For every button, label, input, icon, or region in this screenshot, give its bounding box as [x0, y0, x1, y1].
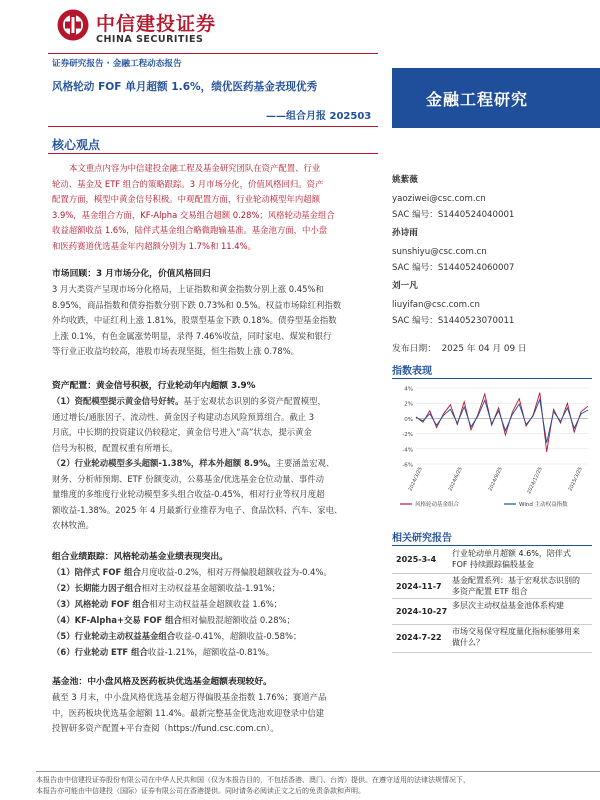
portfolio-item-text: 相对主动权益基金超额收益 1.6%；: [149, 599, 283, 609]
portfolio-item-text: 月度收益-0.2%，相对万得偏股超额收益为-0.4%。: [140, 567, 332, 577]
related-date: 2024-11-7: [396, 582, 442, 591]
asset-p2-line: 农林牧渔。: [52, 520, 94, 530]
portfolio-item: [52, 644, 380, 660]
analyst-email[interactable]: sunshiyu@csc.com.cn: [392, 247, 487, 257]
related-divider-line: [392, 573, 592, 574]
footer: [36, 775, 600, 797]
related-heading: 相关研究报告: [392, 533, 452, 544]
related-divider: [392, 545, 592, 546]
portfolio-item: [52, 580, 380, 596]
banner-title: 金融工程研究: [426, 90, 529, 109]
chart-series-line: [416, 393, 588, 452]
release-date: 发布日期： 2025 年 04 月 09 日: [392, 344, 527, 354]
pool-line: 截至 3 月末，中小盘风格优选基金超万得偏股基金指数 1.76%；赛道产品: [52, 692, 327, 702]
chart-y-tick-label: -6%: [402, 462, 413, 469]
related-divider-line: [392, 598, 592, 599]
asset-heading: 资产配置：黄金信号积极，行业轮动年内超额 3.9%: [52, 381, 256, 391]
related-title[interactable]: 行业轮动单月超额 4.6%，陪伴式 FOF 持续跟踪偏股基金: [452, 549, 571, 569]
chart-series-line: [416, 399, 588, 442]
asset-p1-first: [52, 394, 380, 410]
chart-legend-label: 风格轮动基金组合: [415, 502, 460, 508]
asset-p1-line: 信号为积极，配置权重有所增长。: [52, 442, 178, 453]
analyst-email[interactable]: yaoziwei@csc.com.cn: [392, 194, 486, 204]
market-line: 上涨 0.1%，有色金属涨势明显，录得 7.46%收益，同时家电、煤炭和银行: [52, 330, 332, 341]
related-divider-line: [392, 652, 592, 653]
portfolio-item-lead: （6）行业轮动 ETF 组合: [52, 647, 148, 657]
index-heading: 指数表现: [392, 366, 432, 377]
pool-heading: 基金池：中小盘风格及医药板块优选基金超额表现较好。: [52, 677, 272, 687]
market-section: [52, 266, 380, 360]
chart-x-tick-label: 2024/9/25: [487, 466, 504, 493]
asset-p1-line: 通过增长/通胀因子、流动性、黄金因子构建动态风险预算组合。截止 3: [52, 411, 315, 422]
related-date: 2025-3-4: [396, 555, 437, 564]
summary-line: 和医药赛道优选基金年内超额分别为 1.7%和 11.4%。: [52, 240, 256, 251]
analyst-sac: SAC 编号：S1440524040001: [392, 210, 515, 220]
asset-p1-lead: （1）资配模型提示黄金信号好转。: [52, 396, 184, 406]
analysts: [392, 172, 592, 329]
analyst-name: 姚紫薇: [392, 175, 418, 185]
chart-x-tick-label: 2025/3/25: [567, 466, 584, 493]
chart-y-tick-label: -2%: [402, 432, 413, 439]
market-line: 8.95%，商品指数和债券指数分别下跌 0.73%和 0.5%。权益市场除红利指数: [52, 299, 342, 310]
index-divider: [392, 378, 592, 379]
banner-underline: [48, 126, 378, 127]
chart-y-tick-label: -4%: [402, 447, 413, 454]
portfolio-heading: 组合业绩跟踪：风格轮动基金业绩表现突出。: [52, 552, 228, 562]
report-title: 风格轮动 FOF 单月超额 1.6%，绩优医药基金表现优秀: [52, 81, 318, 93]
related-divider-line: [392, 624, 592, 625]
summary-block: [52, 161, 380, 254]
core-heading: 核心观点: [52, 138, 101, 152]
logo-en: CHINA SECURITIES: [96, 34, 204, 45]
footer-divider: [36, 771, 600, 772]
portfolio-item-lead: （2）长期能力因子组合: [52, 583, 142, 593]
portfolio-item-lead: （1）陪伴式 FOF 组合: [52, 567, 141, 577]
market-line: 等行业正收益均较高，港股市场表现坚挺，恒生指数上涨 0.78%。: [52, 346, 300, 356]
summary-line: 本文重点内容为中信建投金融工程及基金研究团队在资产配置、行业: [69, 163, 321, 173]
chart-y-tick-label: 2%: [404, 401, 413, 408]
related-title[interactable]: 多层次主动权益基金池体系构建: [452, 601, 564, 610]
analyst-name: 刘一凡: [392, 281, 418, 291]
logo-cn: 中信建投证券: [96, 13, 217, 35]
chart-legend-label: Wind 主动权益指数: [519, 502, 568, 508]
chart-x-tick-label: 2024/3/25: [407, 466, 424, 493]
portfolio-item-text: 相对主动权益基金超额收益-1.91%；: [141, 583, 281, 593]
portfolio-item-text: 收益-1.21%，超额收益-0.81%。: [147, 647, 275, 657]
portfolio-item-text: 收益-0.41%，超额收益-0.58%；: [175, 631, 302, 641]
portfolio-section: [52, 549, 380, 660]
header-divider: [48, 53, 378, 54]
portfolio-item-text: 相对偏股混超额收益 0.28%；: [181, 615, 295, 625]
logo-emblem-icon: [56, 8, 90, 42]
footer-line: 本报告由中信建投证券股份有限公司在中华人民共和国（仅为本报告目的，不包括香港、澳门、台湾）提供。在遵守适用的法律法规情况下，: [36, 776, 470, 784]
related-title[interactable]: 基金配置系列：基于宏观状态识别的多资产配置 ETF 组合: [452, 576, 580, 596]
index-chart: [392, 382, 598, 514]
portfolio-item-lead: （3）风格轮动 FOF 组合: [52, 599, 150, 609]
summary-line: 配置方面，模型中黄金信号积极。中观配置方面，行业轮动模型年内超额: [52, 194, 320, 204]
asset-p2-first: [52, 456, 380, 472]
summary-line: 轮动、基金及 ETF 组合的策略跟踪。3 月市场分化，价值风格回归。资产: [52, 178, 324, 189]
summary-line: 3.9%，基金组合方面，KF-Alpha 交易组合超额 0.28%；风格轮动基金组合: [52, 209, 335, 220]
portfolio-item: [52, 596, 380, 612]
summary-line: 收益超额收益 1.6%，陆伴式基金组合略微跑输基准。基金池方面，中小盘: [52, 225, 328, 235]
footer-line: 本报告亦可能由中信建投（国际）证券有限公司在香港提供。同时请务必阅读正文之后的免责条款和声明。: [36, 787, 365, 795]
related-date: 2024-7-22: [396, 633, 442, 642]
analyst-sac: SAC 编号：S1440523070011: [392, 316, 515, 326]
chart-y-tick-label: 0%: [404, 416, 413, 423]
portfolio-item: [52, 628, 380, 644]
analyst-email[interactable]: liuyifan@csc.com.cn: [392, 300, 480, 310]
chart-x-tick-label: 2024/12/25: [526, 466, 544, 495]
chart-x-tick-label: 2024/6/25: [447, 466, 464, 493]
asset-p1-line: 基于宏观状态识别的多资产配置模型，: [183, 396, 326, 406]
portfolio-item: [52, 612, 380, 628]
asset-p2-lead: （2）行业轮动模型多头超额-1.38%，样本外超额 8.9%。: [52, 458, 276, 468]
related-list: [392, 548, 592, 658]
report-subtitle: ——组合月报 202503: [266, 111, 372, 122]
asset-p2-line: 额收益-1.38%。2025 年 4 月最新行业推荐为电子、食品饮料、汽车、家电、: [52, 504, 343, 515]
pool-line: 中，医药板块优选基金超额 11.4%。最新完整基金优选池欢迎登录中信建: [52, 707, 325, 718]
market-line: 外均收跌，中证红利上涨 1.81%，股票型基金下跌 0.18%。债券型基金指数: [52, 315, 337, 325]
portfolio-item-lead: （4）KF-Alpha+交易 FOF 组合: [52, 615, 182, 625]
banner: [392, 68, 600, 128]
asset-p2-line: 量维度的多维度行业轮动模型多头组合收益-0.45%，相对行业等权月度超: [52, 489, 325, 499]
market-line: 3 月大类资产呈现市场分化格局，上证指数和黄金指数分别上涨 0.45%和: [52, 284, 324, 294]
asset-p2-line: 主要涵盖宏观、: [275, 458, 335, 468]
related-title[interactable]: 市场交易保守程度量化指标能够用来做什么？: [452, 627, 580, 647]
pool-section: [52, 674, 380, 737]
report-type: 证券研究报告 · 金融工程动态报告: [52, 59, 182, 69]
portfolio-item: [52, 564, 380, 580]
market-heading: 市场回顾：3 月市场分化，价值风格回归: [52, 269, 211, 279]
asset-p2-line: 财务、分析师预期、ETF 份额变动，公募基金/优选基金仓位动量、事件动: [52, 473, 324, 484]
core-divider: [48, 153, 378, 154]
asset-section: [52, 378, 380, 534]
related-date: 2024-10-27: [396, 607, 448, 616]
analyst-sac: SAC 编号：S1440524060007: [392, 263, 515, 273]
pool-line: 投智研多资产配置+平台查阅（https://fund.csc.com.cn）。: [52, 723, 279, 733]
logo: [56, 6, 226, 50]
chart-y-tick-label: 4%: [404, 386, 413, 393]
portfolio-item-lead: （5）行业轮动主动权益基金组合: [52, 631, 176, 641]
asset-p1-line: 月底，中长期的投资建议仍较稳定，黄金信号进入“高”状态，提示黄金: [52, 427, 312, 437]
analyst-name: 孙诗雨: [392, 228, 418, 238]
